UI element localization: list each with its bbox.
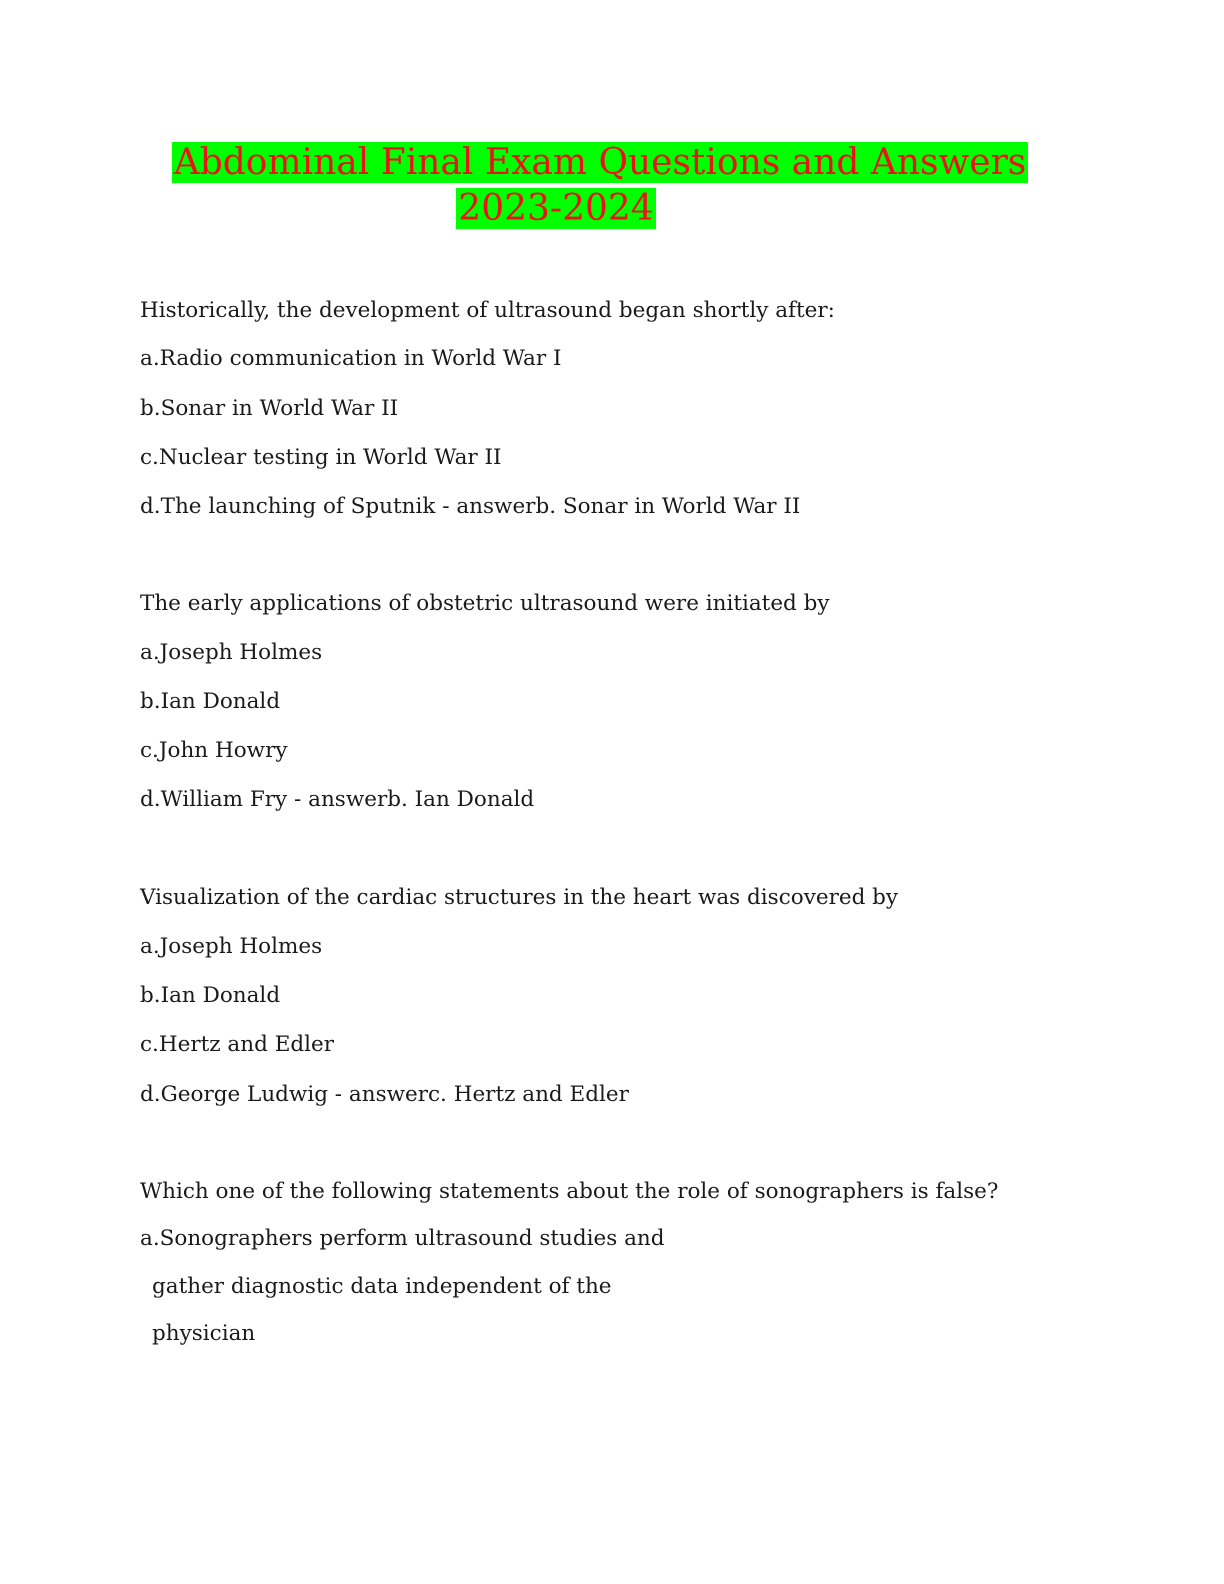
- title-text-2: 2023-2024: [458, 188, 654, 229]
- question-4-option-a-continued-2: physician: [152, 1321, 256, 1346]
- question-1-option-c: c.Nuclear testing in World War II: [140, 445, 502, 470]
- question-4-text: Which one of the following statements about the role of sonographers is false?: [140, 1179, 999, 1204]
- document-title-line-1: [0, 140, 1212, 186]
- question-3-option-d-answer: d.George Ludwig - answerc. Hertz and Edler: [140, 1082, 629, 1107]
- question-1-option-b: b.Sonar in World War II: [140, 396, 399, 421]
- question-3-option-c: c.Hertz and Edler: [140, 1032, 335, 1057]
- question-3-option-a: a.Joseph Holmes: [140, 934, 323, 959]
- question-4-option-a: a.Sonographers perform ultrasound studies and: [140, 1226, 665, 1251]
- question-3-text: Visualization of the cardiac structures in the heart was discovered by: [140, 885, 899, 910]
- question-2-option-d-answer: d.William Fry - answerb. Ian Donald: [140, 787, 535, 812]
- question-1-option-a: a.Radio communication in World War I: [140, 346, 562, 371]
- question-2-option-c: c.John Howry: [140, 738, 288, 763]
- question-2-text: The early applications of obstetric ultrasound were initiated by: [140, 591, 830, 616]
- question-3-option-b: b.Ian Donald: [140, 983, 281, 1008]
- title-text-1: Abdominal Final Exam Questions and Answers: [173, 142, 1027, 183]
- document-title-line-2: [0, 186, 1168, 232]
- question-2-option-a: a.Joseph Holmes: [140, 640, 323, 665]
- question-2-option-b: b.Ian Donald: [140, 689, 281, 714]
- question-1-text: Historically, the development of ultrasound began shortly after:: [140, 298, 835, 323]
- question-1-option-d-answer: d.The launching of Sputnik - answerb. Sonar in World War II: [140, 494, 801, 519]
- question-4-option-a-continued-1: gather diagnostic data independent of the: [152, 1274, 612, 1299]
